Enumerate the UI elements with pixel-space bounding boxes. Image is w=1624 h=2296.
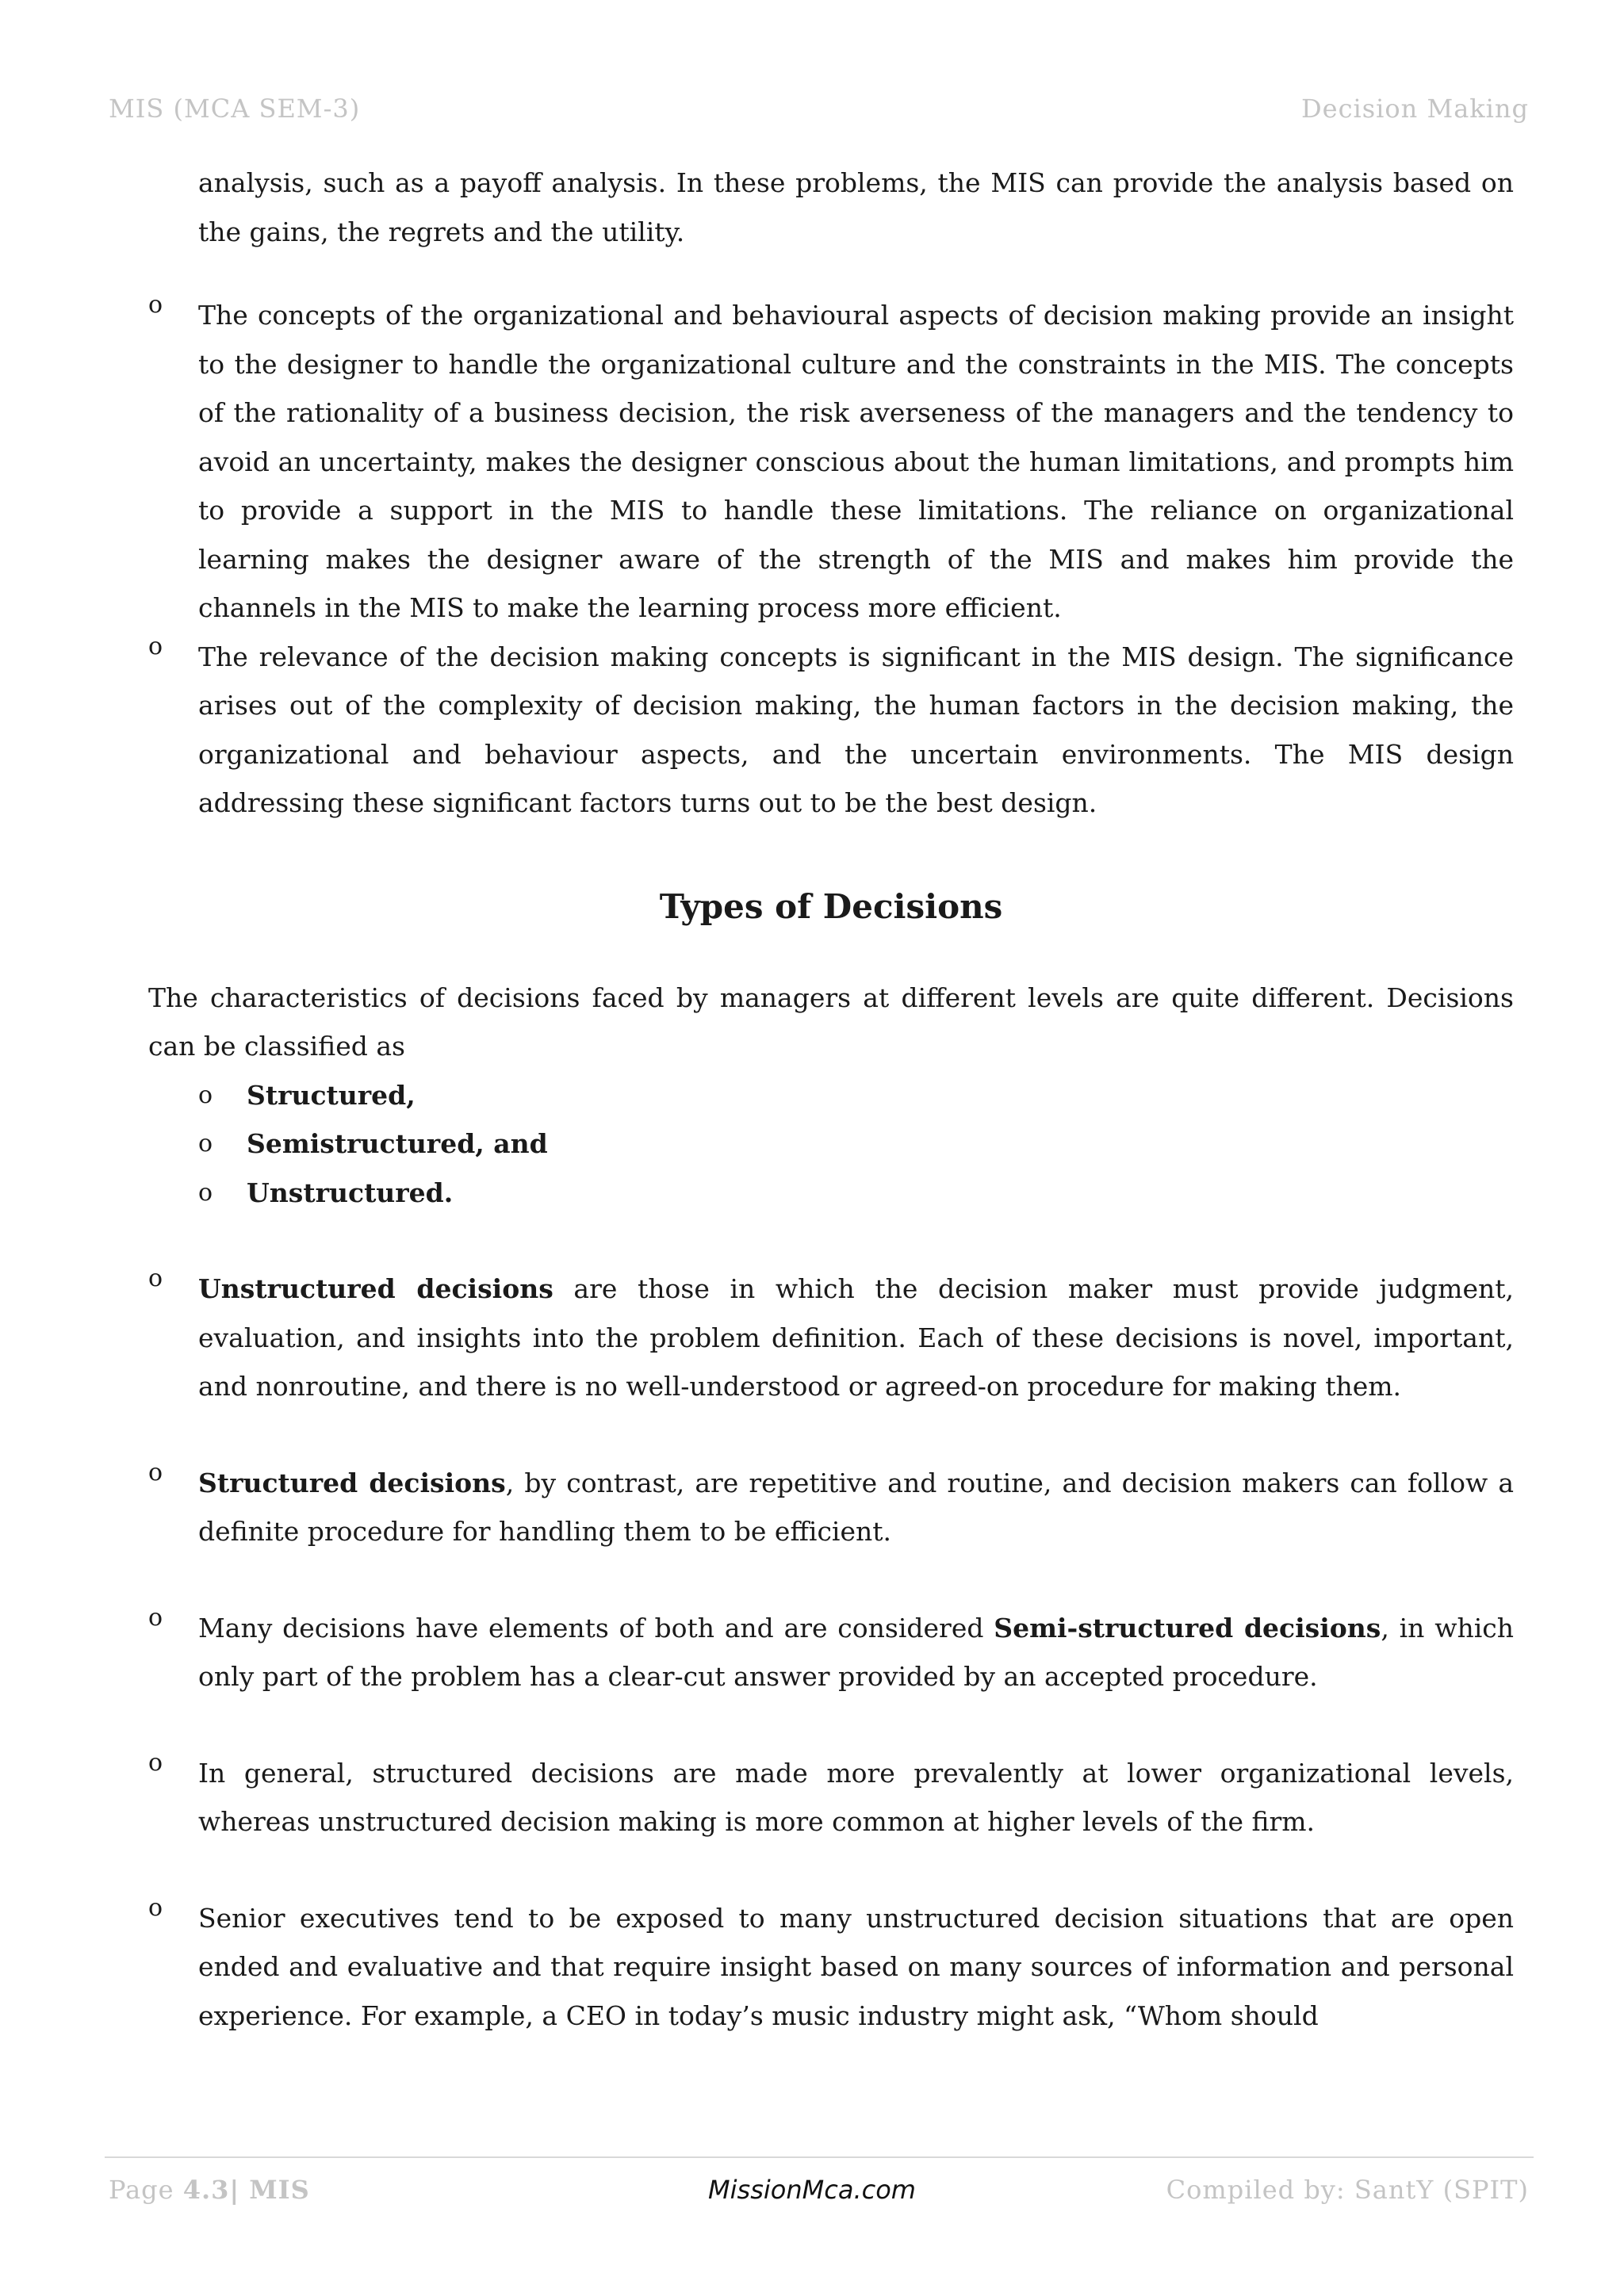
classification-item: o Semistructured, and [198, 1128, 548, 1159]
header-course: MIS (MCA SEM-3) [109, 94, 361, 124]
list-item-unstructured: o Unstructured decisions are those in which the decision maker must provide judgment, evaluation, and insights into the problem definition. Each of these decisions is novel, important, and nonroutine, and there is no well-understood or agreed-on procedure for making them. [148, 1265, 1514, 1402]
bullet-mark: o [148, 1603, 163, 1632]
bullet-mark: o [148, 1748, 163, 1777]
term-structured: Structured decisions [198, 1467, 506, 1498]
footer-logo: MissionMca.com [708, 2175, 916, 2205]
bullet-text: The concepts of the organizational and behavioural aspects of decision making provide an insight to the designer to handle the organizational culture and the constraints in the MIS. The concepts of the rationality of a business decision, the risk averseness of the managers and the tendency to avoid an uncertainty, makes the designer conscious about the human limitations, and prompts him to provide a support in the MIS to handle these limitations. The reliance on organizational learning makes the designer aware of the strength of the MIS and makes him provide the channels in the MIS to make the learning process more efficient. [198, 300, 1514, 623]
classification-item: o Unstructured. [198, 1177, 454, 1208]
page-body [148, 159, 1514, 2040]
list-item [148, 291, 1514, 633]
classification-item: o Structured, [198, 1079, 416, 1111]
list-item-general: o In general, structured decisions are made more prevalently at lower organizational levels, whereas unstructured decision making is more common at higher levels of the firm. [148, 1748, 1514, 1837]
bullet-mark: o [148, 1893, 163, 1922]
classification-list [148, 1071, 1514, 1218]
list-item [148, 633, 1514, 828]
section-title: Types of Decisions [659, 886, 1003, 926]
bullet-mark: o [148, 291, 163, 319]
header-chapter: Decision Making [1300, 94, 1529, 124]
footer-page: Page 4.3| MIS [109, 2175, 310, 2205]
list-item-semi-structured: o Many decisions have elements of both and are considered Semi-structured decisions, in which only part of the problem has a clear-cut answer provided by an accepted procedure. [148, 1603, 1514, 1692]
term-semi-structured: Semi-structured decisions [994, 1612, 1381, 1644]
classification-intro: The characteristics of decisions faced by managers at different levels are quite different. Decisions can be classified as [148, 982, 1514, 1062]
bullet-mark: o [148, 1265, 163, 1292]
footer-compiled-by: Compiled by: SantY (SPIT) [1166, 2175, 1529, 2205]
bullet-mark: o [148, 632, 163, 660]
list-item-senior: o Senior executives tend to be exposed to many unstructured decision situations that are open ended and evaluative and that require insight based on many sources of information and personal experience. For example, a CEO in today’s music industry might ask, “Whom should [148, 1893, 1514, 2031]
term-unstructured: Unstructured decisions [198, 1273, 553, 1304]
list-item-structured: o Structured decisions, by contrast, are repetitive and routine, and decision makers can follow a definite procedure for handling them to be efficient. [148, 1458, 1515, 1547]
footer-divider [105, 2156, 1534, 2158]
intro-continuation: analysis, such as a payoff analysis. In these problems, the MIS can provide the analysis based on the gains, the regrets and the utility. [198, 167, 1514, 247]
bullet-text: The relevance of the decision making concepts is significant in the MIS design. The significance arises out of the complexity of decision making, the human factors in the decision making, the organizational and behaviour aspects, and the uncertain environments. The MIS design addressing these significant factors turns out to be the best design. [198, 641, 1514, 818]
bullet-mark: o [148, 1458, 163, 1487]
